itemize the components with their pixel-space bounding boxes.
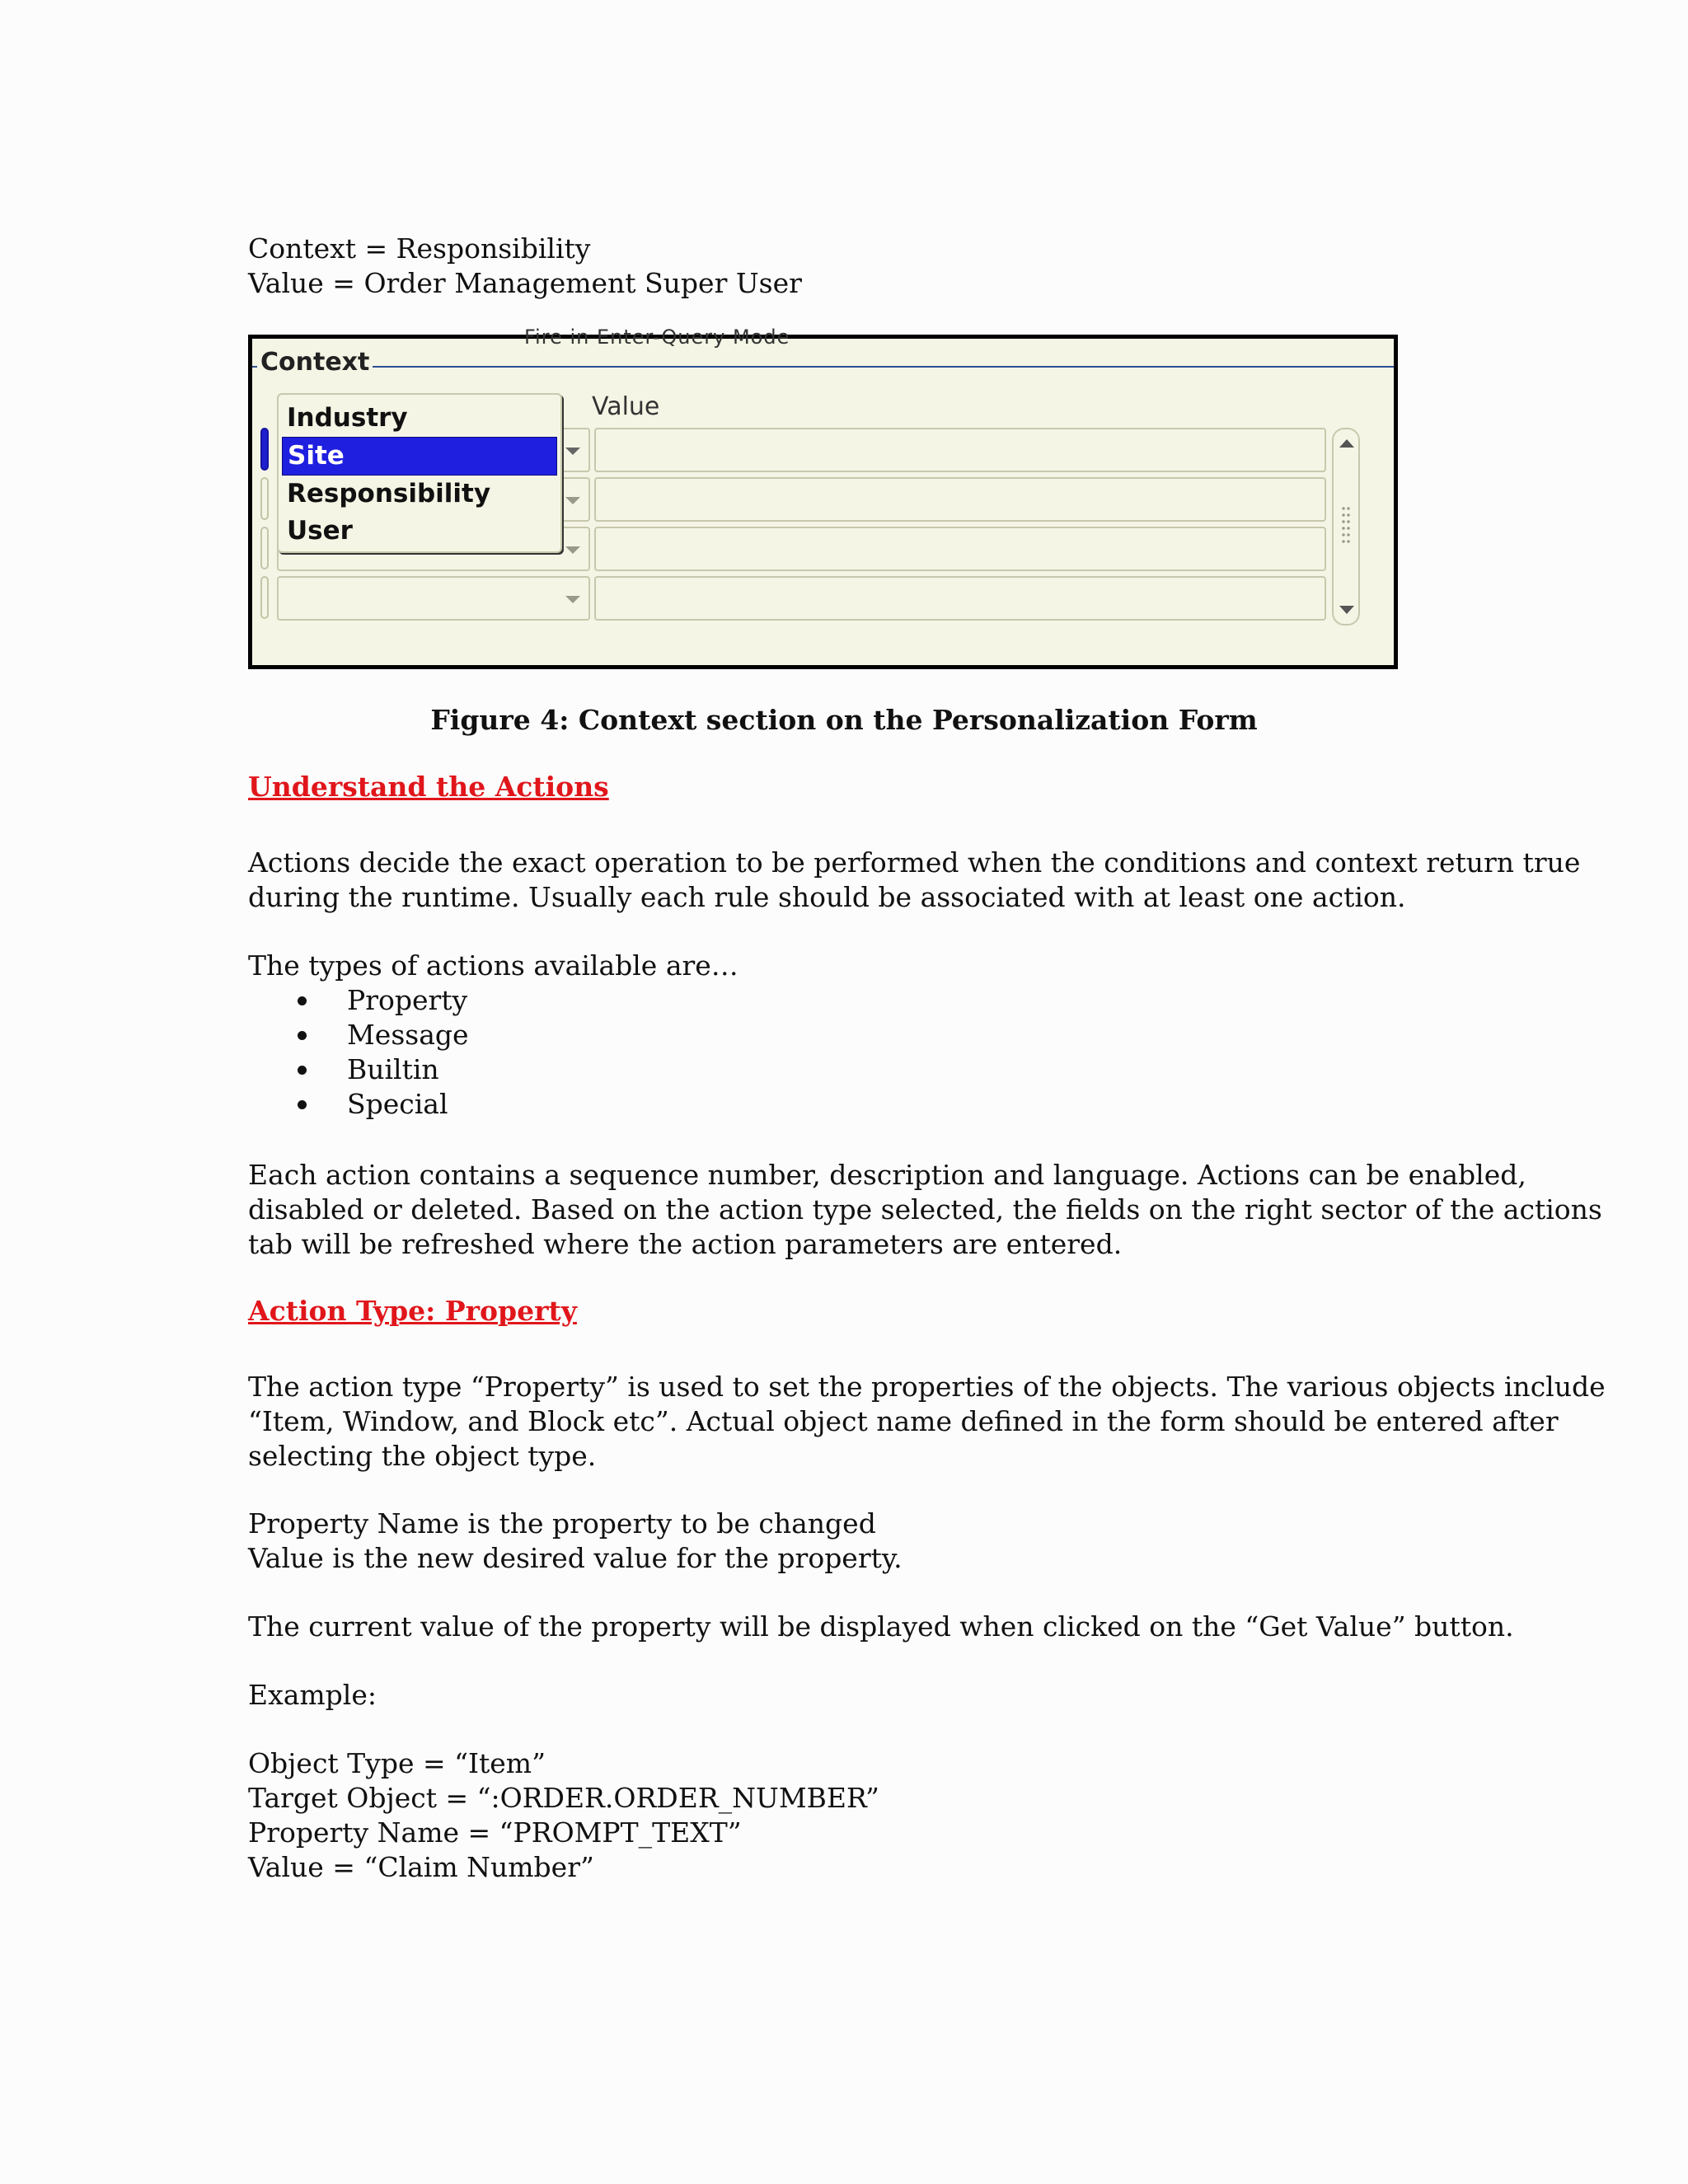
chevron-down-icon [565,497,580,504]
list-item [248,1087,469,1122]
paragraph-line: disabled or deleted. Based on the action type selected, the fields on the right sector of the actions [248,1193,1602,1226]
dropdown-option-responsibility[interactable]: Responsibility [287,479,491,509]
example-label: Example: [248,1679,377,1711]
dropdown-option-site[interactable]: Site [282,437,557,476]
context-value-input[interactable] [594,428,1326,472]
row-marker-current[interactable] [260,428,269,471]
bullet-icon [298,996,307,1005]
context-value-input[interactable] [594,576,1326,621]
chevron-down-icon [565,546,580,554]
chevron-down-icon [565,596,580,603]
bullet-icon [298,1066,307,1075]
context-line: Context = Responsibility [248,232,591,265]
context-form-screenshot [248,326,1398,669]
paragraph-line: Property Name is the property to be changed [248,1507,876,1540]
context-level-dropdown-list[interactable] [277,393,562,553]
list-item-text: Builtin [347,1053,439,1085]
context-value-input[interactable] [594,527,1326,571]
context-section-title: Context [257,349,373,377]
context-level-select[interactable] [277,576,590,621]
section-divider [252,366,1394,368]
list-item-text: Message [347,1019,469,1051]
row-marker[interactable] [260,477,269,520]
action-types-list [248,983,469,1122]
heading-understand-actions: Understand the Actions [248,771,609,803]
dropdown-option-user[interactable]: User [287,516,353,546]
row-marker[interactable] [260,527,269,569]
value-line: Value = Order Management Super User [248,267,802,299]
figure-caption: Figure 4: Context section on the Personalization Form [430,704,1258,736]
scroll-down-arrow-icon[interactable] [1339,606,1354,614]
list-item-text: Special [347,1088,448,1120]
list-item [248,1018,469,1052]
bullet-icon [298,1100,307,1109]
list-item [248,983,469,1018]
heading-action-type-property: Action Type: Property [248,1295,577,1327]
row-marker[interactable] [260,576,269,619]
paragraph-line: The action type “Property” is used to set the properties of the objects. The various objects include [248,1371,1606,1403]
scroll-grip-icon[interactable] [1341,505,1351,545]
paragraph-line: Each action contains a sequence number, description and language. Actions can be enabled, [248,1159,1526,1191]
paragraph-line: selecting the object type. [248,1440,597,1472]
paragraph-line: “Item, Window, and Block etc”. Actual object name defined in the form should be entered after [248,1405,1559,1437]
cutoff-checkbox-label: Fire in Enter-Query Mode [524,326,790,349]
example-line: Property Name = “PROMPT_TEXT” [248,1816,742,1849]
list-item-text: Property [347,984,468,1016]
context-value-input[interactable] [594,477,1326,522]
paragraph-line: tab will be refreshed where the action parameters are entered. [248,1228,1123,1260]
list-item [248,1052,469,1087]
rows-scrollbar[interactable] [1332,428,1360,626]
paragraph-line: Value is the new desired value for the property. [248,1542,903,1574]
example-line: Value = “Claim Number” [248,1851,594,1883]
scroll-up-arrow-icon[interactable] [1339,439,1354,448]
example-line: Target Object = “:ORDER.ORDER_NUMBER” [248,1782,879,1814]
example-line: Object Type = “Item” [248,1747,546,1779]
value-column-header: Value [592,392,660,421]
chevron-down-icon [565,448,580,455]
dropdown-option-industry[interactable]: Industry [287,403,408,433]
paragraph-line: Actions decide the exact operation to be performed when the conditions and context return true [248,846,1581,879]
types-intro: The types of actions available are… [248,949,738,982]
paragraph-line: The current value of the property will be displayed when clicked on the “Get Value” button. [248,1610,1514,1643]
paragraph-line: during the runtime. Usually each rule should be associated with at least one action. [248,881,1406,913]
bullet-icon [298,1031,307,1040]
